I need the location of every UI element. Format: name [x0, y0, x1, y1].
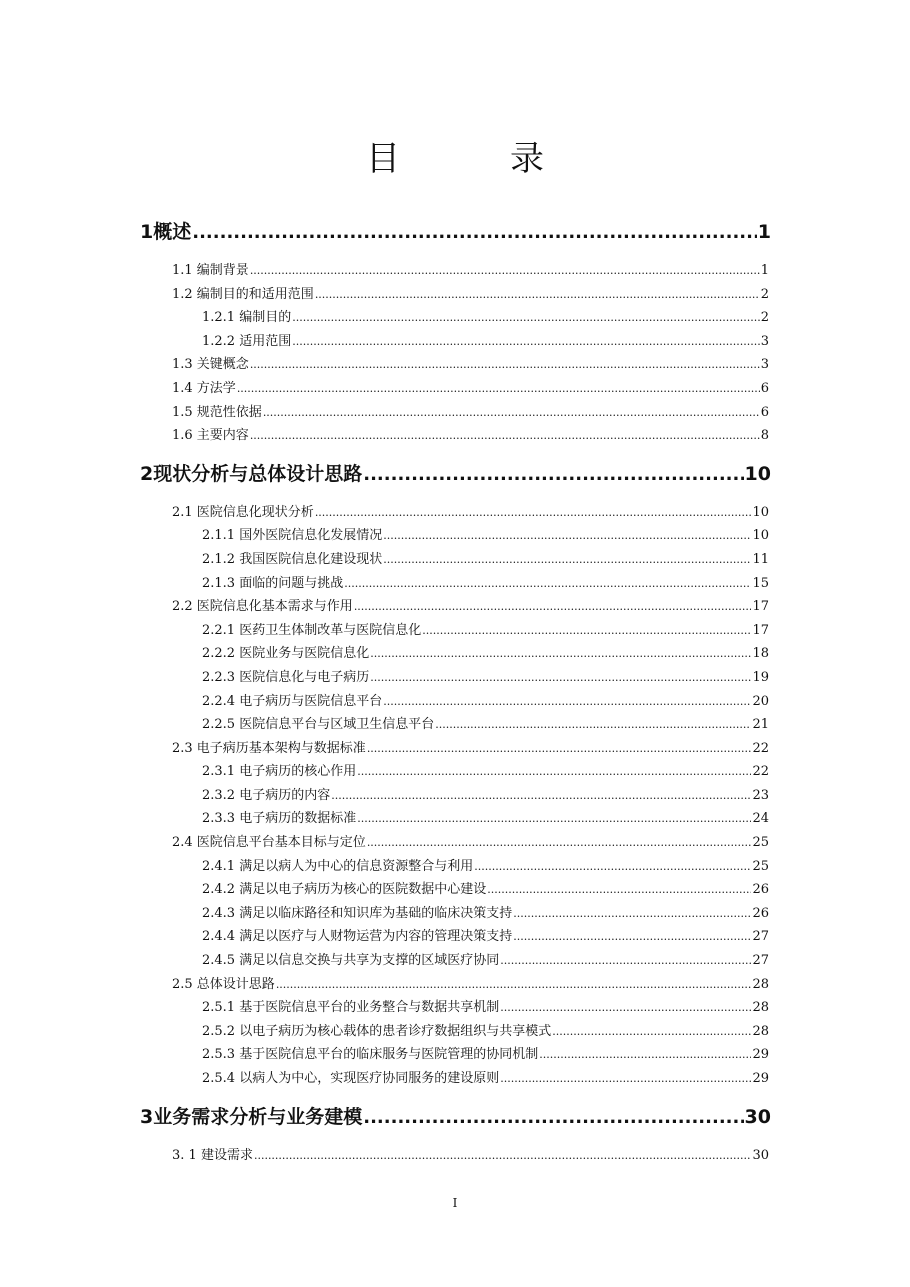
- toc-page-number: 1: [757, 221, 771, 243]
- toc-dot-leader: [354, 595, 752, 619]
- toc-subsection-entry[interactable]: [202, 760, 769, 784]
- toc-section-entry[interactable]: [172, 831, 769, 855]
- page-number-footer: I: [452, 1196, 458, 1210]
- toc-dot-leader: [363, 452, 743, 497]
- toc-subsection-entry[interactable]: [202, 996, 769, 1020]
- toc-entry-title: 2.1.2 我国医院信息化建设现状: [202, 551, 383, 567]
- toc-page-number: 17: [752, 599, 769, 615]
- toc-entry-title: 3. 1 建设需求: [172, 1147, 253, 1163]
- toc-section-entry[interactable]: [172, 737, 769, 761]
- toc-page-number: 30: [744, 1105, 771, 1128]
- toc-page-number: 30: [752, 1147, 769, 1163]
- page-title: 目 录: [366, 139, 582, 179]
- toc-page-number: 2: [760, 310, 769, 326]
- toc-entry-title: 2.1 医院信息化现状分析: [172, 504, 314, 520]
- toc-entry-title: 2.4 医院信息平台基本目标与定位: [172, 835, 366, 851]
- toc-page-number: 28: [752, 1000, 769, 1016]
- toc-entry-title: 2.3 电子病历基本架构与数据标准: [172, 740, 366, 756]
- toc-subsection-entry[interactable]: [202, 855, 769, 879]
- toc-dot-leader: [357, 760, 751, 784]
- toc-page-number: 29: [752, 1047, 769, 1063]
- toc-dot-leader: [383, 690, 751, 714]
- toc-page-number: 25: [752, 835, 769, 851]
- toc-subsection-entry[interactable]: [202, 949, 769, 973]
- toc-dot-leader: [254, 1144, 752, 1168]
- toc-section-entry[interactable]: [172, 283, 769, 307]
- toc-subsection-entry[interactable]: [202, 548, 769, 572]
- toc-entry-title: 2.5.4 以病人为中心，实现医疗协同服务的建设原则: [202, 1071, 500, 1086]
- toc-dot-leader: [250, 353, 760, 377]
- toc-entry-title: 2.2.2 医院业务与医院信息化: [202, 646, 370, 662]
- toc-entry-title: 2.1.1 国外医院信息化发展情况: [202, 528, 383, 544]
- toc-dot-leader: [292, 306, 760, 330]
- toc-page-number: 20: [752, 693, 769, 709]
- toc-subsection-entry[interactable]: [202, 619, 769, 643]
- toc-subsection-entry[interactable]: [202, 925, 769, 949]
- toc-entry-title: 2.1.3 面临的问题与挑战: [202, 575, 344, 591]
- toc-page-number: 19: [752, 669, 769, 685]
- toc-page-number: 23: [752, 787, 769, 803]
- toc-entry-title: 2.5.1 基于医院信息平台的业务整合与数据共享机制: [202, 1000, 500, 1016]
- toc-section-entry[interactable]: [172, 401, 769, 425]
- toc-page-number: 26: [752, 882, 769, 898]
- toc-page-number: 21: [752, 717, 769, 733]
- toc-section-entry[interactable]: [172, 1144, 769, 1168]
- toc-page-number: 17: [752, 622, 769, 638]
- toc-dot-leader: [422, 619, 751, 643]
- toc-subsection-entry[interactable]: [202, 878, 769, 902]
- toc-entry-title: 1.5 规范性依据: [172, 404, 262, 420]
- toc-page-number: 10: [752, 528, 769, 544]
- toc-dot-leader: [370, 666, 751, 690]
- toc-page-number: 28: [752, 976, 769, 992]
- toc-entry-title: 1.6 主要内容: [172, 428, 249, 444]
- toc-entry-title: 2.2.1 医药卫生体制改革与医院信息化: [202, 622, 422, 638]
- toc-entry-title: 业务需求分析与业务建模: [153, 1105, 363, 1128]
- toc-subsection-entry[interactable]: [202, 784, 769, 808]
- toc-entry-title: 现状分析与总体设计思路: [153, 462, 363, 485]
- toc-page-number: 18: [752, 646, 769, 662]
- toc-subsection-entry[interactable]: [202, 572, 769, 596]
- toc-dot-leader: [237, 377, 760, 401]
- toc-dot-leader: [435, 713, 751, 737]
- toc-entry-title: 2.5.2 以电子病历为核心载体的患者诊疗数据组织与共享模式: [202, 1023, 552, 1039]
- toc-section-entry[interactable]: [172, 595, 769, 619]
- toc-entry-title: 2.5 总体设计思路: [172, 976, 275, 992]
- toc-subsection-entry[interactable]: [202, 1043, 769, 1067]
- toc-dot-leader: [363, 1095, 743, 1140]
- toc-dot-leader: [331, 784, 751, 808]
- toc-page-number: 25: [752, 858, 769, 874]
- toc-page-number: 26: [752, 905, 769, 921]
- toc-dot-leader: [315, 501, 752, 525]
- toc-entry-title: 2.3.2 电子病历的内容: [202, 787, 331, 803]
- toc-page-number: 3: [760, 357, 769, 373]
- toc-page-number: 29: [752, 1071, 769, 1086]
- toc-chapter-number: 2: [140, 462, 154, 485]
- toc-page-number: 10: [752, 504, 769, 520]
- toc-dot-leader: [383, 548, 751, 572]
- toc-entry-title: 2.4.1 满足以病人为中心的信息资源整合与利用: [202, 858, 474, 874]
- toc-page-number: 3: [760, 333, 769, 349]
- toc-dot-leader: [500, 949, 751, 973]
- toc-section-entry[interactable]: [172, 259, 769, 283]
- toc-entry-title: 2.2 医院信息化基本需求与作用: [172, 599, 353, 615]
- toc-dot-leader: [250, 259, 760, 283]
- toc-page-number: 1: [760, 263, 769, 278]
- toc-dot-leader: [500, 996, 751, 1020]
- toc-page-number: 15: [752, 575, 769, 591]
- toc-entry-title: 1.4 方法学: [172, 380, 236, 396]
- toc-section-entry[interactable]: [172, 377, 769, 401]
- toc-entry-title: 2.5.3 基于医院信息平台的临床服务与医院管理的协同机制: [202, 1047, 539, 1063]
- toc-page-number: 28: [752, 1023, 769, 1039]
- toc-subsection-entry[interactable]: [202, 1067, 769, 1091]
- toc-entry-title: 2.3.3 电子病历的数据标准: [202, 811, 357, 827]
- toc-page-number: 2: [760, 286, 769, 302]
- toc-page-number: 27: [752, 929, 769, 945]
- toc-subsection-entry[interactable]: [202, 642, 769, 666]
- toc-dot-leader: [367, 737, 752, 761]
- toc-section-entry[interactable]: [172, 501, 769, 525]
- toc-entry-title: 1.2.1 编制目的: [202, 310, 292, 326]
- toc-dot-leader: [370, 642, 751, 666]
- toc-section-entry[interactable]: [172, 353, 769, 377]
- toc-dot-leader: [357, 807, 751, 831]
- toc-dot-leader: [367, 831, 752, 855]
- toc-entry-title: 概述: [153, 221, 192, 243]
- toc-subsection-entry[interactable]: [202, 690, 769, 714]
- toc-dot-leader: [500, 1067, 751, 1091]
- toc-page-number: 10: [744, 462, 771, 485]
- toc-subsection-entry[interactable]: [202, 902, 769, 926]
- toc-chapter-number: 1: [140, 221, 154, 243]
- toc-page-number: 22: [752, 764, 769, 780]
- toc-page-number: 24: [752, 811, 769, 827]
- toc-entry-title: 1.2 编制目的和适用范围: [172, 286, 314, 302]
- toc-entry-title: 2.4.3 满足以临床路径和知识库为基础的临床决策支持: [202, 905, 513, 921]
- toc-subsection-entry[interactable]: [202, 1020, 769, 1044]
- toc-dot-leader: [513, 902, 751, 926]
- toc-dot-leader: [192, 210, 757, 255]
- toc-dot-leader: [250, 424, 760, 448]
- toc-page-number: 11: [752, 551, 769, 567]
- toc-dot-leader: [263, 401, 760, 425]
- toc-chapter-entry[interactable]: [140, 210, 771, 255]
- toc-entry-title: 2.4.4 满足以医疗与人财物运营为内容的管理决策支持: [202, 929, 513, 945]
- toc-dot-leader: [539, 1043, 751, 1067]
- toc-subsection-entry[interactable]: [202, 330, 769, 354]
- toc-subsection-entry[interactable]: [202, 306, 769, 330]
- toc-dot-leader: [292, 330, 760, 354]
- toc-entry-title: 2.2.5 医院信息平台与区域卫生信息平台: [202, 717, 435, 733]
- toc-subsection-entry[interactable]: [202, 666, 769, 690]
- toc-chapter-entry[interactable]: [140, 452, 771, 497]
- toc-dot-leader: [474, 855, 751, 879]
- toc-section-entry[interactable]: [172, 973, 769, 997]
- toc-entry-title: 2.2.3 医院信息化与电子病历: [202, 669, 370, 685]
- toc-page-number: 6: [760, 380, 769, 396]
- toc-page-number: 22: [752, 740, 769, 756]
- toc-chapter-entry[interactable]: [140, 1095, 771, 1140]
- toc-entry-title: 2.4.5 满足以信息交换与共享为支撑的区域医疗协同: [202, 953, 500, 969]
- toc-dot-leader: [513, 925, 751, 949]
- toc-page-number: 27: [752, 953, 769, 969]
- toc-page-number: 8: [760, 428, 769, 444]
- toc-entry-title: 1.2.2 适用范围: [202, 333, 292, 349]
- toc-section-entry[interactable]: [172, 424, 769, 448]
- toc-entry-title: 2.2.4 电子病历与医院信息平台: [202, 693, 383, 709]
- toc-entry-title: 1.1 编制背景: [172, 263, 249, 278]
- toc-dot-leader: [276, 973, 752, 997]
- toc-dot-leader: [487, 878, 751, 902]
- toc-dot-leader: [383, 524, 751, 548]
- toc-subsection-entry[interactable]: [202, 807, 769, 831]
- toc-page-number: 6: [760, 404, 769, 420]
- toc-entry-title: 2.3.1 电子病历的核心作用: [202, 764, 357, 780]
- toc-dot-leader: [344, 572, 751, 596]
- toc-dot-leader: [552, 1020, 751, 1044]
- toc-dot-leader: [315, 283, 760, 307]
- toc-subsection-entry[interactable]: [202, 524, 769, 548]
- toc-subsection-entry[interactable]: [202, 713, 769, 737]
- toc-chapter-number: 3: [140, 1105, 154, 1128]
- toc-entry-title: 2.4.2 满足以电子病历为核心的医院数据中心建设: [202, 882, 487, 898]
- toc-list: [0, 210, 910, 1167]
- toc-entry-title: 1.3 关键概念: [172, 357, 249, 373]
